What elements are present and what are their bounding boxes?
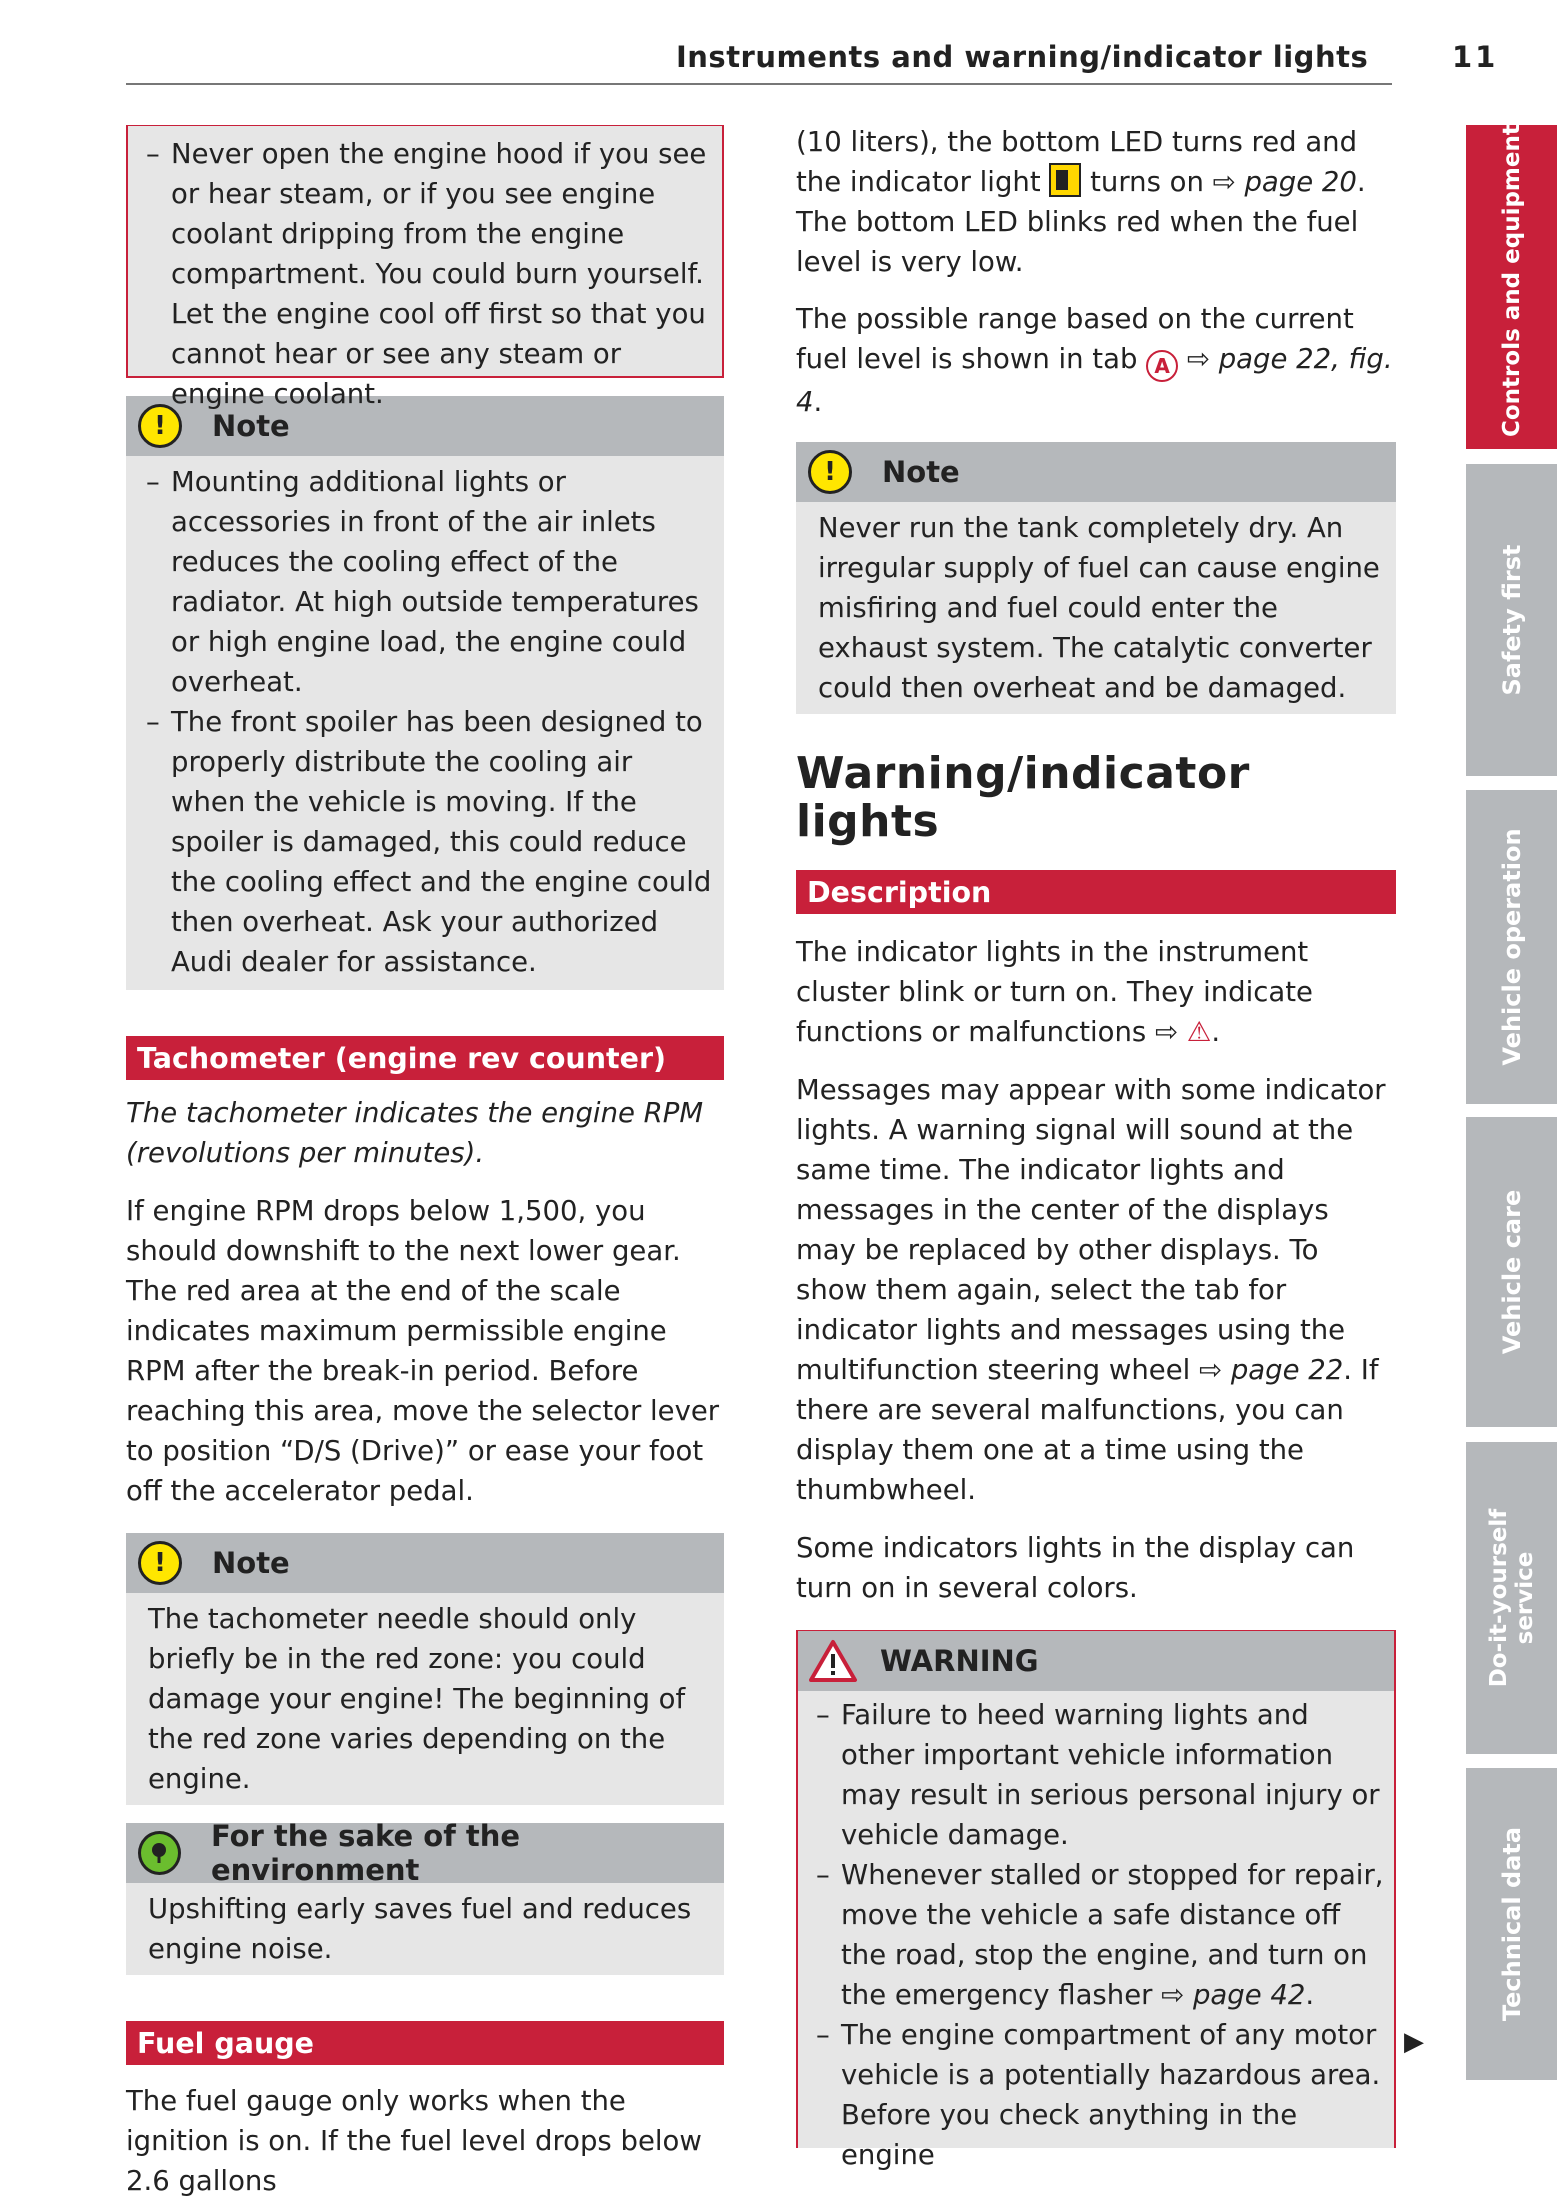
warning-header [798, 1631, 1394, 1691]
warning-box-hood [126, 125, 724, 410]
tachometer-body: If engine RPM drops below 1,500, you should downshift to the next lower gear. The red area at the end of the scale indicates maximum permissible engine RPM after the break-in period. Before reaching this area, move the selector lever to position “D/S (Drive)” or ease your foot off the accelerator pedal. [126, 1195, 720, 1507]
range-text: The possible range based on the current fuel level is shown in tab A ⇨ page 22, fig. 4. [796, 303, 1393, 418]
note-2-header [126, 1533, 724, 1593]
side-tab-diy[interactable]: Do-it-yourself service [1466, 1442, 1557, 1754]
header-rule [126, 83, 1392, 85]
note-3-body: Never run the tank completely dry. An irregular supply of fuel can cause engine misfiring and fuel could enter the exhaust system. The catalytic converter could then overheat and be damaged. [796, 502, 1396, 714]
tree-icon [138, 1831, 181, 1875]
note-1-body [126, 456, 724, 990]
note-1-title: Note [212, 409, 290, 443]
note-1-item: – The front spoiler has been designed to properly distribute the cooling air when the vehicle is moving. If the spoiler is damaged, this could reduce the cooling effect and the engine could then overheat. Ask your authorized Audi dealer for assistance. [146, 706, 712, 978]
environment-header [126, 1819, 724, 1887]
side-tab-safety[interactable]: Safety first [1466, 464, 1557, 776]
section-heading-description: Description [796, 870, 1396, 914]
side-tab-controls[interactable]: Controls and equipment [1466, 125, 1557, 449]
environment-title: For the sake of the environment [210, 1819, 521, 1887]
exclamation-icon: ! [138, 404, 182, 448]
page-ref-link[interactable]: page 22, fig. 4 [796, 343, 1393, 418]
note-2-body: The tachometer needle should only briefly be in the red zone: you could damage your engine! The beginning of the red zone varies depending on the engine. [126, 1593, 724, 1805]
warning-item: – The engine compartment of any motor vehicle is a potentially hazardous area. Before you check anything in the engine [816, 2019, 1381, 2171]
warning-item: – Whenever stalled or stopped for repair, move the vehicle a safe distance off the road, stop the engine, and turn on the emergency flasher ⇨ page 42. [816, 1859, 1384, 2011]
note-3-header [796, 442, 1396, 502]
note-box-1 [126, 396, 724, 990]
warning-hood-text: – Never open the engine hood if you see or hear steam, or if you see engine coolant dripping from the engine compartment. You could burn yourself. Let the engine cool off first so that you cannot hear or see any steam or engine coolant. [146, 134, 708, 414]
tachometer-intro: The tachometer indicates the engine RPM (revolutions per minutes). [126, 1097, 704, 1169]
exclamation-icon: ! [138, 1541, 182, 1585]
tab-a-icon: A [1146, 350, 1178, 382]
fuel-indicator-icon [1049, 163, 1081, 197]
continue-arrow-icon: ▶ [1404, 2027, 1424, 2057]
exclamation-icon: ! [808, 450, 852, 494]
fuel-continued: (10 liters), the bottom LED turns red and the indicator light turns on ⇨ page 20. The bottom LED blinks red when the fuel level is very low. [796, 126, 1366, 278]
warning-body [798, 1691, 1394, 2175]
description-para-3: Some indicators lights in the display can turn on in several colors. [796, 1532, 1355, 1604]
page-ref-link[interactable]: page 22 [1230, 1354, 1344, 1386]
note-box-2 [126, 1533, 724, 1805]
running-header-title: Instruments and warning/indicator lights [676, 40, 1369, 74]
warning-triangle-icon [808, 1639, 858, 1683]
warning-title: WARNING [880, 1644, 1039, 1678]
right-column [796, 122, 1396, 2171]
left-column [126, 125, 724, 2201]
warning-box-indicator [796, 1630, 1396, 2171]
page-ref-link[interactable]: page 42 [1192, 1979, 1306, 2011]
note-2-title: Note [212, 1546, 290, 1580]
environment-box [126, 1819, 724, 1975]
section-heading-fuel-gauge: Fuel gauge [126, 2021, 724, 2065]
note-box-3 [796, 442, 1396, 714]
note-1-item: – Mounting additional lights or accessories in front of the air inlets reduces the cooling effect of the radiator. At high outside temperatures or high engine load, the engine could overheat. [146, 466, 699, 698]
description-para-2: Messages may appear with some indicator lights. A warning signal will sound at the same time. The indicator lights and messages in the center of the displays may be replaced by other displays. To show them again, select the tab for indicator lights and messages using the multifunction steering wheel ⇨ page 22. If there are several malfunctions, you can display them one at a time using the thumbwheel. [796, 1074, 1386, 1506]
side-tab-vehicle-care[interactable]: Vehicle care [1466, 1117, 1557, 1427]
note-3-title: Note [882, 455, 960, 489]
side-tab-technical[interactable]: Technical data [1466, 1768, 1557, 2080]
warning-triangle-icon: ⚠ [1186, 1016, 1212, 1048]
chapter-heading: Warning/indicator lights [796, 748, 1250, 847]
warning-item: – Failure to heed warning lights and other important vehicle information may result in serious personal injury or vehicle damage. [816, 1699, 1380, 1851]
side-tab-operation[interactable]: Vehicle operation [1466, 790, 1557, 1104]
description-para-1: The indicator lights in the instrument cluster blink or turn on. They indicate functions or malfunctions ⇨ ⚠. [796, 936, 1313, 1048]
page-number: 11 [1452, 40, 1499, 74]
section-heading-tachometer: Tachometer (engine rev counter) [126, 1036, 724, 1080]
environment-body: Upshifting early saves fuel and reduces engine noise. [126, 1883, 724, 1975]
fuel-gauge-body: The fuel gauge only works when the ignition is on. If the fuel level drops below 2.6 gallons [126, 2085, 702, 2197]
warning-hood-body: Never open the engine hood if you see or hear steam, or if you see engine coolant dripping from the engine compartment. You could burn yourself. Let the engine cool off first so that you cannot hear or see any steam or engine coolant. [171, 138, 707, 410]
page-ref-link[interactable]: page 20 [1244, 166, 1357, 198]
